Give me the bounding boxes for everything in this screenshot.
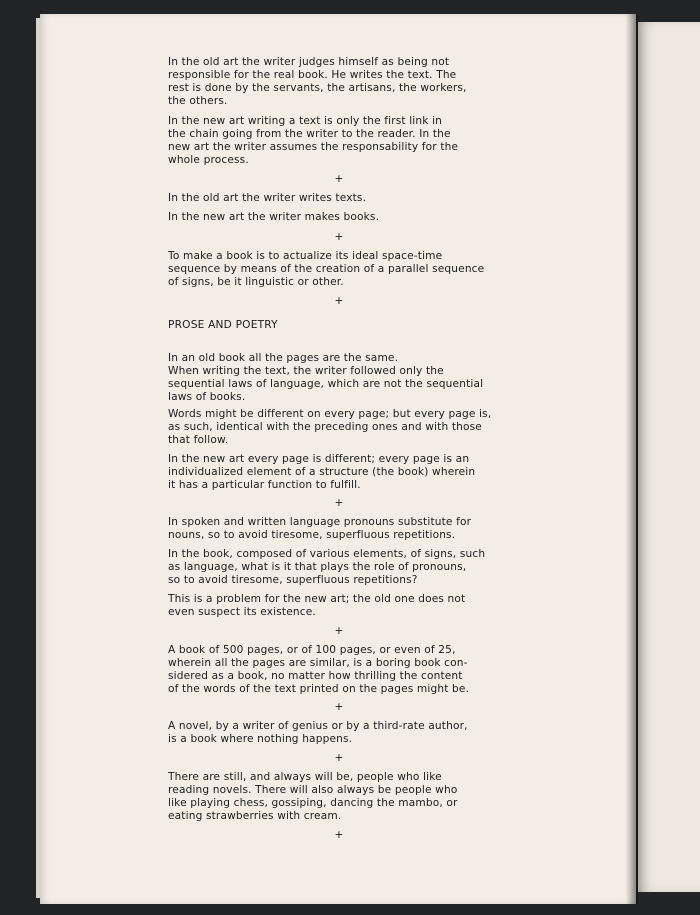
text-line: wherein all the pages are similar, is a boring book con- xyxy=(168,656,468,669)
separator-plus: + xyxy=(334,497,344,509)
separator-plus: + xyxy=(334,752,344,764)
text-line: Words might be different on every page; but every page is, xyxy=(168,408,492,420)
text-line: whole process. xyxy=(168,153,249,166)
text-line: even suspect its existence. xyxy=(168,605,316,618)
text-line: In the book, composed of various elements, of signs, such xyxy=(168,548,486,560)
text-line: is a book where nothing happens. xyxy=(168,732,353,745)
text-line: so to avoid tiresome, superfluous repetitions? xyxy=(168,573,418,586)
separator-plus: + xyxy=(334,701,344,713)
separator-plus: + xyxy=(334,829,344,841)
text-line: as such, identical with the preceding ones and with those xyxy=(168,420,482,433)
text-line: as language, what is it that plays the role of pronouns, xyxy=(168,560,467,573)
text-line: There are still, and always will be, people who like xyxy=(168,771,442,783)
text-line: individualized element of a structure (the book) wherein xyxy=(168,465,476,478)
paragraph xyxy=(168,352,540,404)
paragraph xyxy=(168,644,540,696)
paragraph xyxy=(168,192,540,205)
text-line: the others. xyxy=(168,94,228,107)
text-line: reading novels. There will also always be people who xyxy=(168,783,458,796)
text-line: it has a particular function to fulfill. xyxy=(168,478,361,491)
text-line: rest is done by the servants, the artisans, the workers, xyxy=(168,81,467,94)
text-line: of the words of the text printed on the pages might be. xyxy=(168,682,470,695)
text-line: When writing the text, the writer followed only the xyxy=(168,364,444,377)
paragraph xyxy=(168,115,540,167)
paragraph xyxy=(168,211,540,224)
text-line: the chain going from the writer to the reader. In the xyxy=(168,127,451,140)
text-line: A book of 500 pages, or of 100 pages, or even of 25, xyxy=(168,644,456,656)
text-line: like playing chess, gossiping, dancing the mambo, or xyxy=(168,796,458,809)
separator-plus: + xyxy=(334,231,344,243)
separator-plus: + xyxy=(334,173,344,185)
text-line: In the new art every page is different; every page is an xyxy=(168,453,470,465)
paragraph xyxy=(168,548,540,587)
text-line: In an old book all the pages are the same. xyxy=(168,352,399,364)
text-line: of signs, be it linguistic or other. xyxy=(168,275,344,288)
text-line: laws of books. xyxy=(168,390,246,403)
text-line: In the old art the writer judges himself as being not xyxy=(168,56,450,68)
text-line: nouns, so to avoid tiresome, superfluous repetitions. xyxy=(168,528,456,541)
text-line: sequence by means of the creation of a parallel sequence xyxy=(168,262,485,275)
text-line: This is a problem for the new art; the old one does not xyxy=(168,593,466,605)
paragraph xyxy=(168,408,540,447)
paragraph xyxy=(168,250,540,289)
text-line: new art the writer assumes the responsability for the xyxy=(168,140,459,153)
paragraph xyxy=(168,453,540,492)
separator-plus: + xyxy=(334,625,344,637)
text-line: sequential laws of language, which are not the sequential xyxy=(168,377,484,390)
text-line: that follow. xyxy=(168,433,229,446)
paragraph xyxy=(168,771,540,823)
paragraph xyxy=(168,593,540,619)
text-line: sidered as a book, no matter how thrilling the content xyxy=(168,669,463,682)
section-heading: PROSE AND POETRY xyxy=(168,319,278,331)
text-line: In the new art writing a text is only the first link in xyxy=(168,115,443,127)
paragraph xyxy=(168,720,540,746)
text-line: In the new art the writer makes books. xyxy=(168,211,380,223)
text-line: A novel, by a writer of genius or by a third-rate author, xyxy=(168,720,468,732)
facing-page xyxy=(638,22,700,892)
separator-plus: + xyxy=(334,295,344,307)
text-line: eating strawberries with cream. xyxy=(168,809,342,822)
paragraph xyxy=(168,516,540,542)
gutter-shadow xyxy=(626,14,638,904)
text-line: responsible for the real book. He writes the text. The xyxy=(168,68,457,81)
text-line: To make a book is to actualize its ideal space-time xyxy=(168,250,443,262)
paragraph xyxy=(168,56,540,108)
text-line: In the old art the writer writes texts. xyxy=(168,192,367,204)
text-line: In spoken and written language pronouns substitute for xyxy=(168,516,472,528)
